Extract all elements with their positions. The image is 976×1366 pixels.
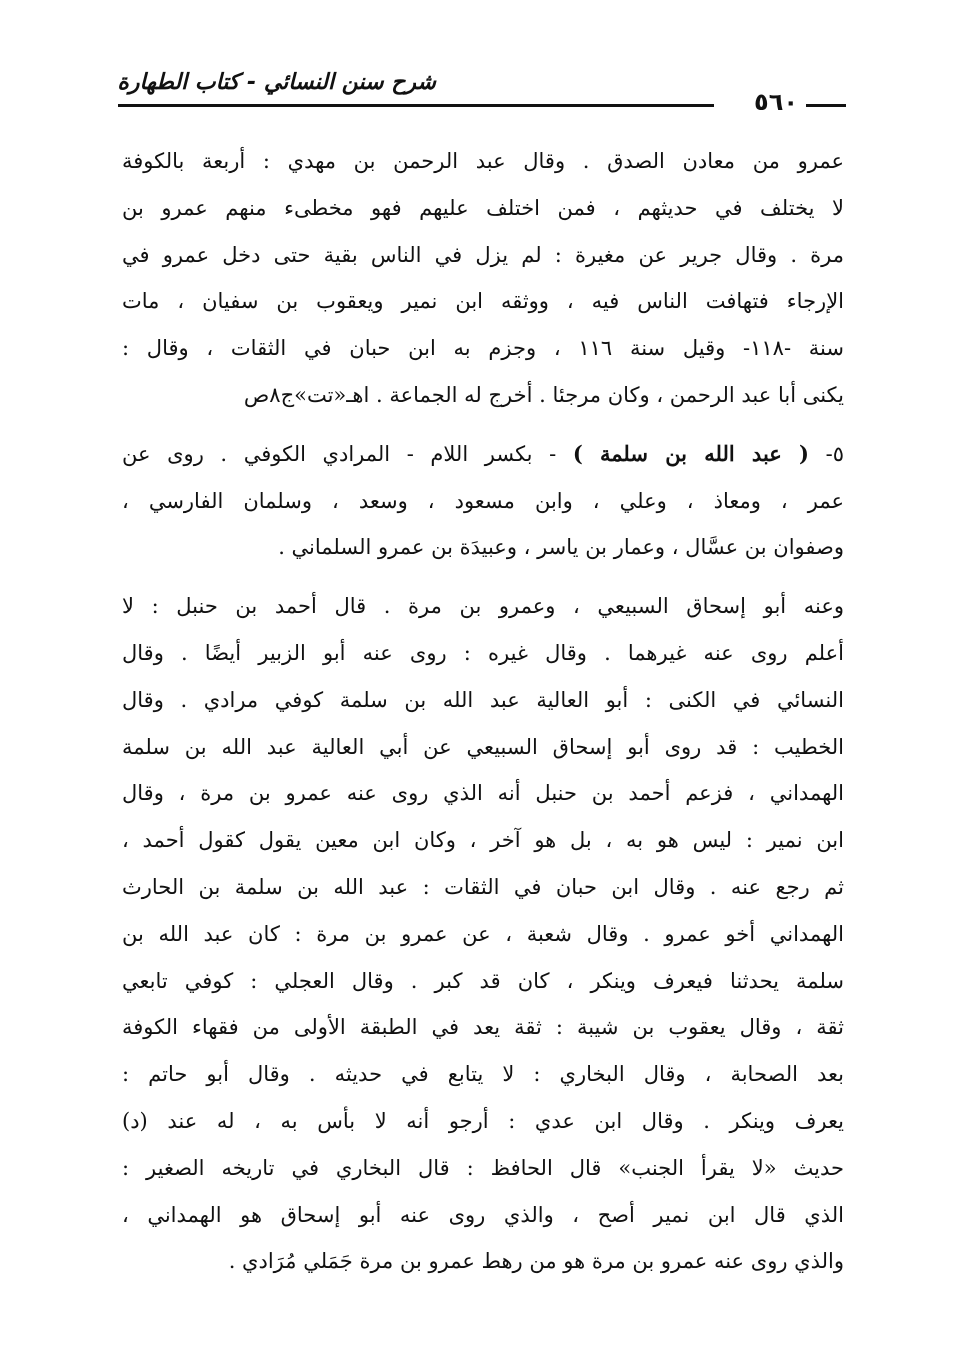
text-line: حديث «لا يقرأ الجنب» قال الحافظ : قال البخاري في تاريخه الصغير : <box>122 1155 844 1180</box>
text-line: سلمة يحدثنا فيعرف وينكر ، كان قد كبر . وقال العجلي : كوفي تابعي <box>122 968 844 993</box>
paragraph-3 <box>122 583 844 1285</box>
text-line: ابن نمير : ليس هو به ، بل هو آخر ، وكان ابن معين يقول كقول أحمد ، <box>122 828 844 853</box>
entry-first-line <box>122 431 844 478</box>
text-line: ثم رجع عنه . وقال ابن حبان في الثقات : عبد الله بن سلمة بن الحارث <box>122 874 844 899</box>
text-line: سنة -١١٨- وقيل سنة ١١٦ ، وجزم به ابن حبان في الثقات ، وقال : <box>122 336 844 361</box>
paragraph-2 <box>122 431 844 571</box>
text-line: لا يختلف في حديثهم ، فمن اختلف عليهم فهو مخطىء منهم عمرو بن <box>122 195 844 220</box>
text-line: ثقة ، وقال يعقوب بن شيبة : ثقة يعد في الطبقة الأولى من فقهاء الكوفة <box>122 1015 844 1040</box>
text-line: يعرف وينكر . وقال ابن عدي : أرجو أنه لا بأس به ، له عند (د) <box>122 1108 844 1133</box>
text-line: وعنه أبو إسحاق السبيعي ، وعمرو بن مرة . قال أحمد بن حنبل : لا <box>122 594 844 619</box>
text-line: مرة . وقال جرير عن مغيرة : لم يزل في الناس بقية حتى دخل عمرو في <box>122 242 844 267</box>
text-line: الذي قال ابن نمير أصح ، والذي روى عنه أبو إسحاق هو الهمداني ، <box>122 1202 844 1227</box>
running-header <box>118 70 846 120</box>
text-line: بعد الصحابة ، وقال البخاري : لا يتابع في حديثه . وقال أبو حاتم : <box>122 1062 844 1087</box>
entry-number: ٥- <box>825 441 844 466</box>
header-rule <box>118 104 714 107</box>
header-dash <box>806 104 846 107</box>
text-line: الهمداني أخو عمرو . وقال شعبة ، عن عمرو بن مرة : كان عبد الله بن <box>122 921 844 946</box>
paragraph-1 <box>122 138 844 419</box>
text-line: الخطيب : قد روى أبو إسحاق السبيعي عن أبي العالية عبد الله بن سلمة <box>122 734 844 759</box>
text-line: والذي روى عنه عمرو بن مرة هو من رهط عمرو بن مرة جَمَلي مُرَادي . <box>228 1249 844 1274</box>
entry-first-rest: - بكسر اللام - المرادي الكوفي . روى عن <box>122 441 557 466</box>
text-line: النسائي في الكنى : أبو العالية عبد الله بن سلمة كوفي مرادي . وقال <box>122 687 844 712</box>
text-line: الإرجاء فتهافت الناس فيه ، ووثقه ابن نمير ويعقوب بن سفيان ، مات <box>122 289 844 314</box>
running-header-title: شرح سنن النسائي - كتاب الطهارة <box>117 70 436 95</box>
text-line: عمر ، ومعاذ ، وعلي ، وابن مسعود ، وسعد ، وسلمان الفارسي ، <box>122 488 844 513</box>
text-line: الهمداني ، فزعم أحمد بن حنبل أنه الذي روى عنه عمرو بن مرة ، وقال <box>122 781 844 806</box>
text-line: أعلم روى عنه غيرهما . وقال غيره : روى عنه أبو الزبير أيضًا . وقال <box>122 640 844 665</box>
text-line: يكنى أبا عبد الرحمن ، وكان مرجئا . أخرج له الجماعة . اهـ«تت»ج٨ص <box>243 382 844 407</box>
page-body <box>122 138 844 1297</box>
page-number: ٥٦٠ <box>754 88 798 116</box>
text-line: وصفوان بن عسَّال ، وعمار بن ياسر ، وعبيدَة بن عمرو السلماني . <box>278 535 844 560</box>
entry-heading: ( عبد الله بن سلمة ) <box>572 440 809 466</box>
text-line: عمرو من معادن الصدق . وقال عبد الرحمن بن مهدي : أربعة بالكوفة <box>122 149 844 173</box>
